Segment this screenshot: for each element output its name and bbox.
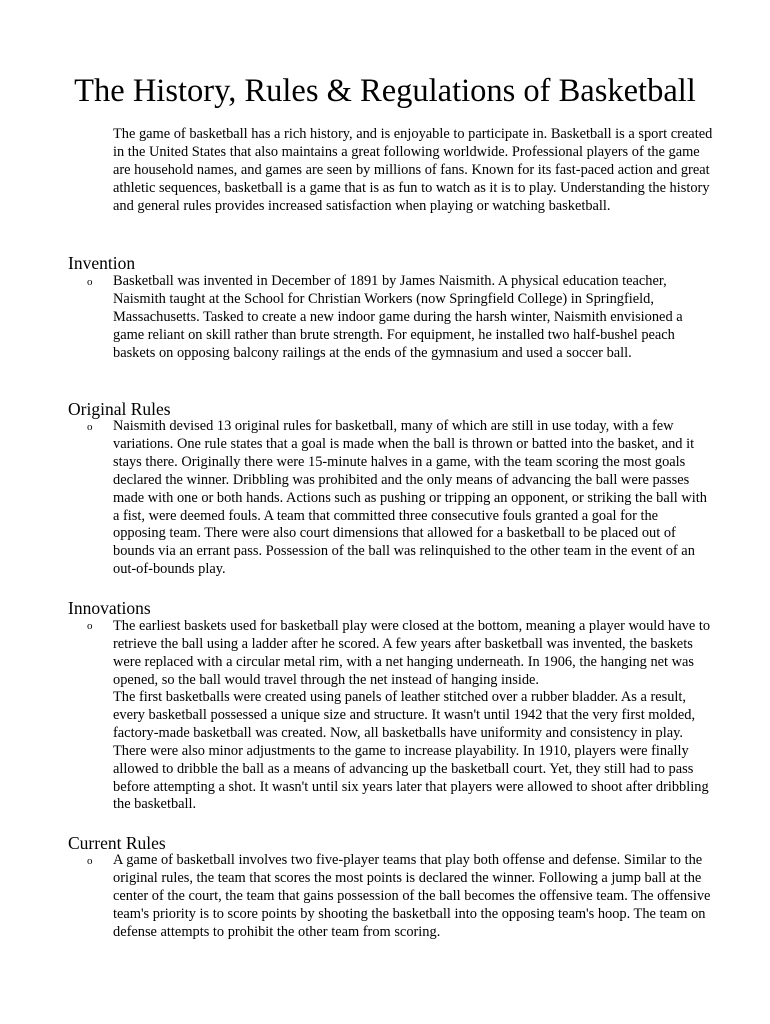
section-text-current-rules: A game of basketball involves two five-player teams that play both offense and defense. Similar to the original rules, the team that scores the most points is declared the winner. Following a jump ball at the center of the court, the team that gains possession of the ball becomes the offensive team. The offensive team's priority is to score points by shooting the basketball into the opposing team's hoop. The team on defense attempts to prohibit the other team from scoring. — [113, 852, 711, 940]
section-text-original-rules: Naismith devised 13 original rules for basketball, many of which are still in use today, with a few variations. One rule states that a goal is made when the ball is thrown or batted into the basket, and it stays there. Originally there were 15-minute halves in a game, with the team scoring the most goals declared the winner. Dribbling was prohibited and the only means of advancing the ball were passes made with one or both hands. Actions such as pushing or tripping an opponent, or striking the ball with a fist, were deemed fouls. A team that committed three consecutive fouls granted a goal for the opposing team. There were also court dimensions that allowed for a basketball to be placed out of bounds via an errant pass. Possession of the ball was relinquished to the other team in the event of an out-of-bounds play. — [113, 418, 707, 578]
section-heading-invention: Invention — [68, 253, 136, 273]
section-text-innovations: The earliest baskets used for basketball play were closed at the bottom, meaning a player would have to retrieve the ball using a ladder after he scored. A few years after basketball was invented, the baskets were replaced with a circular metal rim, with a net hanging underneath. In 1906, the hanging net was opened, so the ball would travel through the net instead of hanging inside. — [113, 618, 711, 688]
section-heading-original-rules: Original Rules — [68, 399, 171, 419]
bullet-icon: o — [87, 855, 93, 867]
bullet-icon: o — [87, 421, 93, 433]
bullet-icon: o — [87, 620, 93, 632]
intro-paragraph: The game of basketball has a rich history, and is enjoyable to participate in. Basketball is a sport created in the United States that also maintains a great following worldwide. Professional players of the game are household names, and games are seen by millions of fans. Known for its fast-paced action and great athletic sequences, basketball is a game that is as fun to watch as it is to play. Understanding the history and general rules provides increased satisfaction when playing or watching basketball. — [113, 126, 713, 214]
section-heading-current-rules: Current Rules — [68, 833, 166, 853]
section-text-innovations-continued: The first basketballs were created using panels of leather stitched over a rubber bladder. As a result, every basketball possessed a unique size and structure. It wasn't until 1942 that the very first molded, factory-made basketball was created. Now, all basketballs have uniformity and consistency in play. There were also minor adjustments to the game to increase playability. In 1910, players were finally allowed to dribble the ball as a means of advancing up the basketball court. Yet, they still had to pass before attempting a shot. It wasn't until six years later that players were allowed to shoot after dribbling the basketball. — [113, 689, 709, 813]
section-heading-innovations: Innovations — [68, 598, 151, 618]
bullet-icon: o — [87, 276, 93, 288]
document-title: The History, Rules & Regulations of Basketball — [74, 73, 696, 109]
section-text-invention: Basketball was invented in December of 1891 by James Naismith. A physical education teacher, Naismith taught at the School for Christian Workers (now Springfield College) in Springfield, Massachusetts. Tasked to create a new indoor game during the harsh winter, Naismith envisioned a game reliant on skill rather than brute strength. For equipment, he installed two half-bushel peach baskets on opposing balcony railings at the ends of the gymnasium and used a soccer ball. — [113, 273, 683, 361]
